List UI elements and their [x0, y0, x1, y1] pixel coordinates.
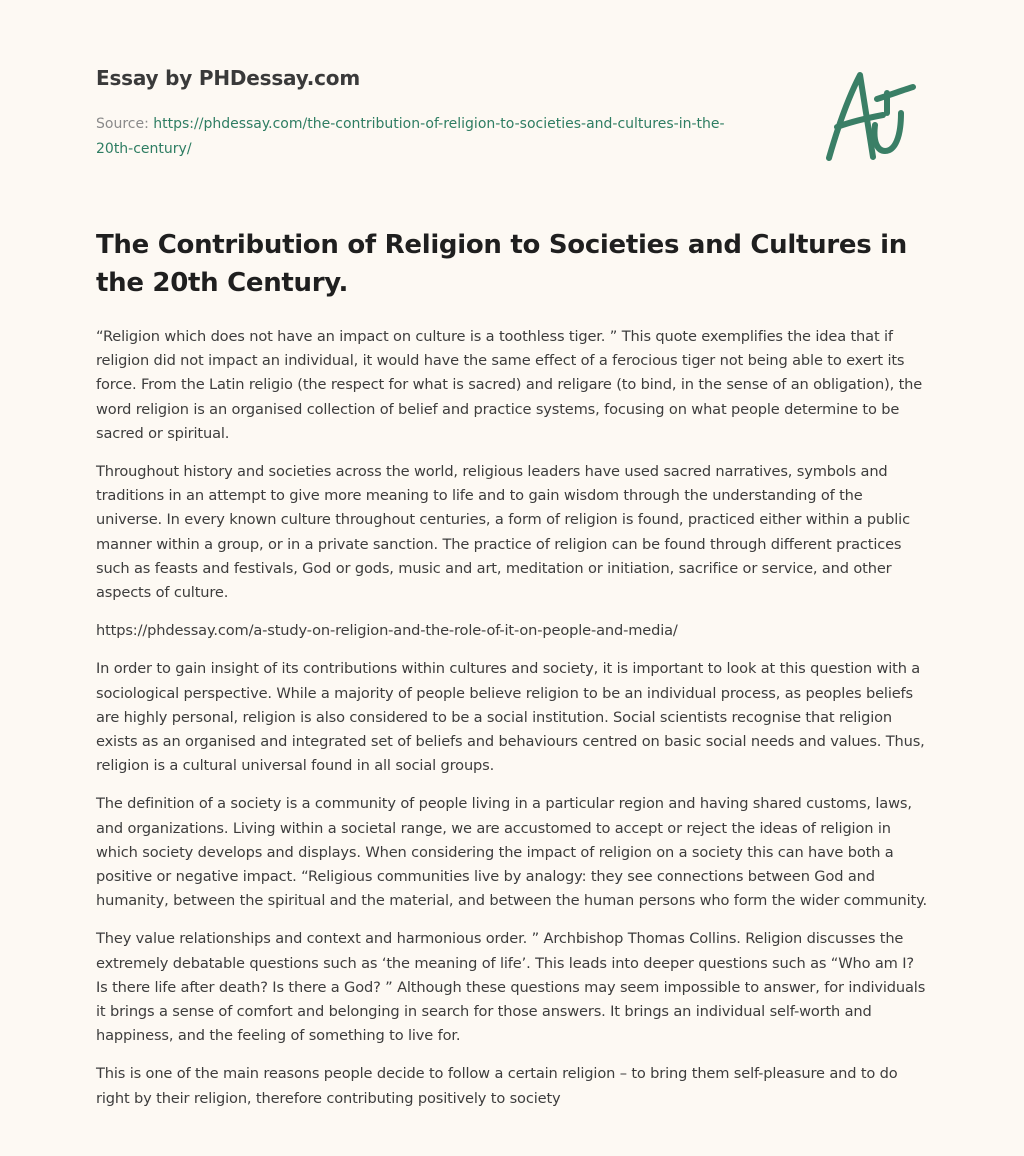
- paragraph: They value relationships and context and harmonious order. ” Archbishop Thomas Collins. Religion discusses the extremely debatable questions such as ‘the meaning of life’. This leads into deeper questions such as “Who am I? Is there life after death? Is there a God? ” Although these questions may seem impossible to answer, for individuals it brings a sense of comfort and belonging in search for those answers. It brings an individual self-worth and happiness, and the feeling of something to live for.: [96, 930, 926, 1045]
- essay-header: [96, 66, 736, 162]
- a-plus-logo-icon: [815, 65, 935, 170]
- paragraph: In order to gain insight of its contributions within cultures and society, it is important to look at this question with a sociological perspective. While a majority of people believe religion to be an individual process, as peoples beliefs are highly personal, religion is also considered to be a social institution. Social scientists recognise that religion exists as an organised and integrated set of beliefs and behaviours centred on basic social needs and values. Thus, religion is a cultural universal found in all social groups.: [96, 660, 925, 775]
- source-label: Source:: [96, 116, 154, 132]
- brand-title: Essay by PHDessay.com: [96, 66, 360, 90]
- paragraph: Throughout history and societies across the world, religious leaders have used sacred narratives, symbols and traditions in an attempt to give more meaning to life and to gain wisdom through the understanding of the universe. In every known culture throughout centuries, a form of religion is found, practiced either within a public manner within a group, or in a private sanction. The practice of religion can be found through different practices such as feasts and festivals, God or gods, music and art, meditation or initiation, sacrifice or service, and other aspects of culture.: [96, 463, 910, 602]
- paragraph: “Religion which does not have an impact on culture is a toothless tiger. ” This quote exemplifies the idea that if religion did not impact an individual, it would have the same effect of a ferocious tiger not being able to exert its force. From the Latin religio (the respect for what is sacred) and religare (to bind, in the sense of an obligation), the word religion is an organised collection of belief and practice systems, focusing on what people determine to be sacred or spiritual.: [96, 328, 923, 442]
- paragraph-url: https://phdessay.com/a-study-on-religion-and-the-role-of-it-on-people-and-media/: [96, 622, 678, 640]
- essay-body: [96, 325, 930, 1125]
- essay-title: The Contribution of Religion to Societies and Cultures in the 20th Century.: [96, 230, 907, 298]
- source-link[interactable]: https://phdessay.com/the-contribution-of-religion-to-societies-and-cultures-in-the-20th-century/: [96, 116, 725, 157]
- source-line: [96, 112, 736, 162]
- paragraph: The definition of a society is a community of people living in a particular region and having shared customs, laws, and organizations. Living within a societal range, we are accustomed to accept or reject the ideas of religion in which society develops and displays. When considering the impact of religion on a society this can have both a positive or negative impact. “Religious communities live by analogy: they see connections between God and humanity, between the spiritual and the material, and between the human persons who form the wider community.: [96, 795, 928, 910]
- paragraph: This is one of the main reasons people decide to follow a certain religion – to bring them self-pleasure and to do right by their religion, therefore contributing positively to society: [96, 1065, 898, 1107]
